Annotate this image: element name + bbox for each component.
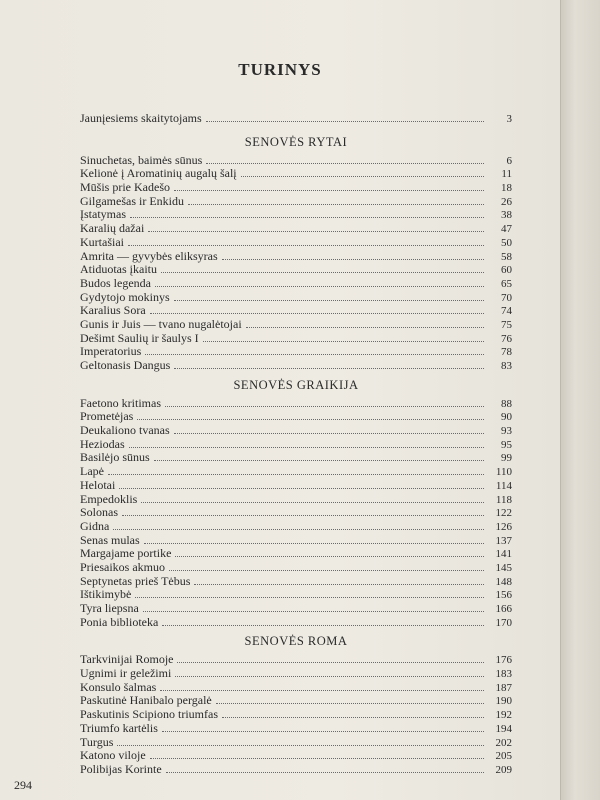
dot-leader [222, 258, 484, 260]
toc-entry [80, 181, 512, 195]
toc-entry [80, 208, 512, 222]
toc-entry-page: 99 [501, 452, 512, 465]
toc-entry-page: 83 [501, 360, 512, 372]
toc-entry-title: Triumfo kartėlis [80, 720, 158, 735]
toc-entry [80, 722, 512, 736]
dot-leader [216, 702, 484, 704]
toc-entry [80, 653, 512, 667]
toc-entry-title: Prometėjas [80, 409, 134, 424]
dot-leader [174, 189, 484, 191]
toc-entry-page: 209 [495, 763, 512, 776]
dot-leader [174, 367, 484, 369]
toc-entry [80, 154, 512, 168]
toc-entry-page: 170 [495, 616, 512, 629]
toc-entry [80, 493, 512, 507]
toc-entry-page: 60 [501, 264, 512, 277]
dot-leader [206, 162, 484, 164]
toc-entry-title: Empedoklis [80, 491, 138, 506]
toc-entry-title: Margajame portike [80, 546, 172, 561]
toc-entry-page: 50 [501, 236, 512, 249]
dot-leader [150, 312, 484, 314]
dot-leader [162, 730, 484, 732]
toc-entry-page: 93 [501, 425, 512, 438]
toc-entry-intro [80, 112, 512, 126]
toc-entry-page: 137 [495, 534, 512, 547]
toc-entry [80, 397, 512, 411]
toc-entry-page: 3 [506, 113, 512, 125]
dot-leader [145, 353, 484, 355]
page-title: TURINYS [238, 60, 322, 79]
toc-entry-title: Basilėjo sūnus [80, 450, 150, 465]
toc-entry [80, 263, 512, 277]
dot-leader [175, 555, 484, 557]
toc-entry-title: Gydytojo mokinys [80, 289, 170, 304]
section-heading: SENOVĖS RYTAI [244, 134, 348, 149]
toc-entry-title: Paskutinis Scipiono triumfas [80, 707, 218, 722]
toc-entry [80, 359, 512, 373]
dot-leader [148, 230, 484, 232]
toc-entry-page: 145 [495, 561, 512, 574]
toc-entry [80, 588, 512, 602]
toc-entry [80, 410, 512, 424]
toc-entry-title: Solonas [80, 505, 119, 520]
toc-entry-title: Mūšis prie Kadešo [80, 180, 170, 195]
toc-entry [80, 236, 512, 250]
dot-leader [160, 689, 484, 691]
toc-entry-page: 110 [495, 466, 512, 479]
toc-entry [80, 167, 512, 181]
dot-leader [188, 203, 484, 205]
toc-entry-title: Helotai [80, 477, 116, 492]
toc-entry-page: 122 [495, 507, 512, 520]
toc-entry-page: 6 [506, 154, 512, 167]
dot-leader [128, 244, 484, 246]
toc-entry-title: Sinuchetas, baimės sūnus [80, 152, 203, 167]
dot-leader [246, 326, 484, 328]
toc-entry [80, 575, 512, 589]
toc-entry-page: 78 [501, 346, 512, 359]
toc-entry-title: Faetono kritimas [80, 395, 161, 410]
toc-entry [80, 520, 512, 534]
toc-entry-title: Senas mulas [80, 532, 140, 547]
toc-entry-page: 202 [495, 736, 512, 749]
toc-entry [80, 277, 512, 291]
dot-leader [135, 596, 484, 598]
toc-entry-title: Priesaikos akmuo [80, 559, 165, 574]
toc-entry-title: Paskutinė Hanibalo pergalė [80, 693, 212, 708]
toc-entry-page: 148 [495, 575, 512, 588]
toc-entry [80, 616, 512, 630]
toc-entry [80, 763, 512, 777]
toc-entry-page: 47 [501, 223, 512, 236]
toc-entry-page: 166 [495, 603, 512, 615]
dot-leader [130, 216, 484, 218]
toc-entry-page: 194 [495, 722, 512, 735]
toc-entry-title: Tyra liepsna [80, 601, 139, 615]
book-spine [560, 0, 600, 800]
toc-entry-title: Septynetas prieš Tėbus [80, 573, 191, 588]
toc-entry-page: 114 [495, 479, 512, 492]
dot-leader [174, 432, 484, 434]
section-heading: SENOVĖS GRAIKIJA [233, 377, 359, 392]
toc-entry-page: 76 [501, 332, 512, 345]
toc-entry-page: 38 [501, 209, 512, 222]
dot-leader [165, 405, 484, 407]
toc-entry-page: 26 [501, 195, 512, 208]
toc-entry-page: 141 [495, 548, 512, 561]
dot-leader [143, 610, 484, 612]
toc-entry [80, 681, 512, 695]
toc-entry-page: 70 [501, 291, 512, 304]
toc-entry [80, 195, 512, 209]
toc-entry [80, 667, 512, 681]
toc-entry-title: Imperatorius [80, 344, 142, 359]
toc-entry [80, 694, 512, 708]
toc-entry-title: Gunis ir Juis — tvano nugalėtojai [80, 316, 242, 331]
toc-entry-page: 88 [501, 397, 512, 410]
toc-entry-title: Kurtašiai [80, 234, 124, 249]
dot-leader [162, 624, 484, 626]
dot-leader [166, 771, 484, 773]
toc-entry-page: 156 [495, 589, 512, 602]
toc-entry [80, 291, 512, 305]
toc-entry-title: Turgus [80, 734, 114, 749]
toc-entry-title: Deukaliono tvanas [80, 423, 170, 438]
dot-leader [117, 744, 484, 746]
dot-leader [154, 459, 484, 461]
toc-entry-title: Jaunįesiems skaitytojams [80, 111, 202, 125]
dot-leader [108, 473, 484, 475]
toc-entry-title: Gilgamešas ir Enkidu [80, 193, 184, 208]
toc-entry [80, 465, 512, 479]
toc-entry [80, 602, 512, 616]
toc-entry-page: 183 [495, 668, 512, 681]
dot-leader [155, 285, 484, 287]
toc-entry [80, 749, 512, 763]
toc-entry [80, 561, 512, 575]
toc-entry-page: 75 [501, 318, 512, 331]
toc-entry-title: Ponia biblioteka [80, 614, 159, 629]
dot-leader [206, 120, 484, 122]
toc-entry-title: Atiduotas įkaitu [80, 262, 157, 277]
toc-entry [80, 479, 512, 493]
dot-leader [169, 569, 484, 571]
toc-entry-page: 65 [501, 277, 512, 290]
toc-entry [80, 332, 512, 346]
toc-entry-page: 192 [495, 709, 512, 722]
dot-leader [141, 501, 484, 503]
dot-leader [222, 716, 484, 718]
dot-leader [129, 446, 484, 448]
toc-entry [80, 424, 512, 438]
toc-entry-title: Ištikimybė [80, 587, 132, 602]
toc-entry-title: Konsulo šalmas [80, 679, 157, 694]
toc-entry-title: Įstatymas [80, 207, 126, 222]
toc-entry-title: Dešimt Saulių ir šaulys I [80, 330, 199, 345]
dot-leader [203, 340, 484, 342]
dot-leader [174, 299, 484, 301]
toc-entry-title: Gidna [80, 518, 110, 533]
toc-entry-title: Geltonasis Dangus [80, 358, 171, 372]
dot-leader [161, 271, 484, 273]
dot-leader [150, 757, 484, 759]
toc-entry [80, 451, 512, 465]
toc-entry-title: Amrita — gyvybės eliksyras [80, 248, 218, 263]
toc-entry-page: 95 [501, 438, 512, 451]
toc-entry-page: 187 [495, 681, 512, 694]
toc-entry-title: Polibijas Korinte [80, 761, 162, 776]
toc-entry-title: Kelionė į Aromatinių augalų šalį [80, 166, 237, 181]
toc-entry [80, 547, 512, 561]
toc-entry-title: Lapė [80, 464, 104, 479]
toc-entry-page: 118 [495, 493, 512, 506]
dot-leader [119, 487, 484, 489]
toc-entry [80, 304, 512, 318]
dot-leader [144, 542, 484, 544]
section-heading: SENOVĖS ROMA [244, 634, 348, 649]
toc-entry [80, 318, 512, 332]
toc-entry-page: 74 [501, 305, 512, 318]
toc-entry-title: Karalių dažai [80, 221, 145, 236]
toc-entry [80, 222, 512, 236]
toc-entry-title: Heziodas [80, 436, 125, 451]
toc-entry-title: Budos legenda [80, 275, 151, 290]
page-number: 294 [14, 778, 32, 792]
toc-entry-page: 126 [495, 520, 512, 533]
toc-entry-page: 58 [501, 250, 512, 263]
toc-entry-page: 176 [495, 654, 512, 667]
dot-leader [194, 583, 484, 585]
dot-leader [122, 514, 484, 516]
dot-leader [241, 175, 484, 177]
toc-entry [80, 506, 512, 520]
toc-entry-title: Karalius Sora [80, 303, 146, 318]
toc-entry-page: 205 [495, 750, 512, 763]
toc-entry-page: 190 [495, 695, 512, 708]
toc-entry [80, 534, 512, 548]
toc-entry [80, 250, 512, 264]
toc-entry [80, 345, 512, 359]
toc-entry-page: 90 [501, 411, 512, 424]
toc-entry-title: Ugnimi ir geležimi [80, 666, 172, 681]
toc-entry [80, 736, 512, 750]
dot-leader [137, 418, 484, 420]
toc-entry-title: Tarkvinijai Romoje [80, 652, 174, 667]
dot-leader [113, 528, 484, 530]
table-of-contents [80, 112, 512, 777]
toc-entry-page: 18 [501, 182, 512, 195]
toc-entry [80, 708, 512, 722]
toc-entry-title: Katono viloje [80, 748, 146, 763]
dot-leader [177, 661, 484, 663]
toc-entry-page: 11 [501, 168, 512, 181]
toc-entry [80, 438, 512, 452]
dot-leader [175, 675, 484, 677]
